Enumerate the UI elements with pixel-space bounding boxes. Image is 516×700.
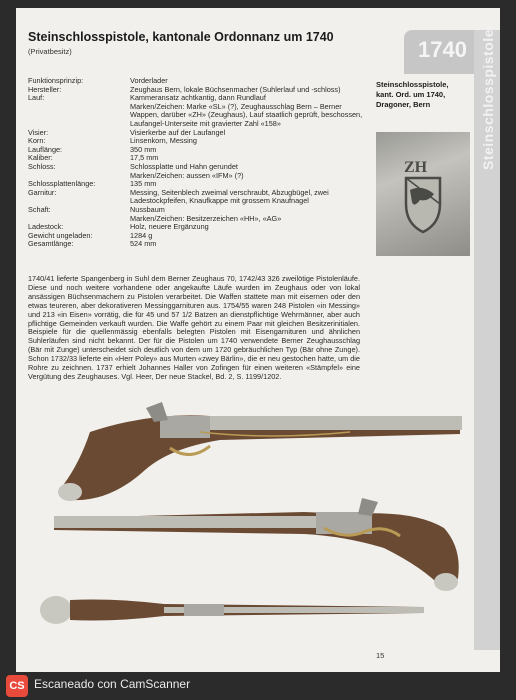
spec-key: Funktionsprinzip: <box>28 76 84 85</box>
spec-value: Kammeransatz achtkantig, dann Rundlauf <box>130 93 266 103</box>
spec-key <box>28 103 130 129</box>
spec-row <box>28 146 368 155</box>
specification-list <box>28 77 368 249</box>
year-label: 1740 <box>418 37 467 62</box>
spec-key: Lauf: <box>28 93 45 103</box>
stamp-letters: ZH <box>404 159 428 176</box>
spec-value: Visierkerbe auf der Laufangel <box>130 127 226 137</box>
spec-value: Vorderlader <box>130 76 168 85</box>
spec-value: Linsenkorn, Messing <box>130 136 197 146</box>
page-title: Steinschlosspistole, kantonale Ordonnanz um 1740 <box>28 30 334 44</box>
spec-key: Gewicht ungeladen: <box>28 230 93 240</box>
spec-value: 350 mm <box>130 144 157 154</box>
camscanner-logo-icon: CS <box>6 675 28 697</box>
spec-value: 1284 g <box>130 230 153 240</box>
body-text: 1740/41 lieferte Spangenberg in Suhl dem Berner Zeughaus 70, 1742/43 326 zweilötige Pistolenläufe. Diese und noch weitere vorhandene oder angekaufte Läufe wurden im Zeughaus oder von lokal ansässigen Büchsenmachern zu Pistolen verarbeitet. Die Waffen stattete man mit eisernen oder den etwas teureren, aber dekorativeren Messinggarnituren aus. 1754/55 waren 248 Pistolen «in Messing» und 213 «in Eisen» vorrätig, die für 45 und 57 1/2 Batzen an dienstpflichtige Wehrmänner, aber auch pflichtige Gemeinden verkauft wurden. Die Waffe gehört zu einem Paar mit gleichen Besitzerinitialen. Beispiele für die quellenmässig ebenfalls belegten Pistolen mit Eisengarnituren und ähnlichen Suhlerläufen sind nicht bekannt. Der für die Pistolen um 1740 verwendete Berner Zeughausschlag (Bär mit Zunge) unterscheidet sich deutlich von dem um 1720 gebräuchlichen Typ (Bär ohne Zunge). Schon 1732/33 lieferte ein «Herr Poley» aus Murten «zwey Bärlin», die er neu gestochen hatte, um die Rohre zu zeichnen. 1737 erhielt Johannes Haller von Zofingen für einen weiteren «Stämpfel» eine Vergütung des Zeughauses. Vgl. Heer, Der neue Stackel, Bd. 2, S. 1199/1202. <box>28 274 360 381</box>
spec-key: Ladestock: <box>28 222 64 232</box>
spec-key: Gesamtlänge: <box>28 239 74 249</box>
spec-value: Nussbaum <box>130 204 165 214</box>
spec-value: Marken/Zeichen: Marke «SL» (?), Zeughausschlag Bern – Berner Wappen, darüber «ZH» (Zeughaus), Lauf staatlich geprüft, beschossen, Laufangel-Unterseite mit gravierter Zahl «158» <box>130 101 363 128</box>
spec-key: Visier: <box>28 127 49 137</box>
photo-caption: Steinschlosspistole, kant. Ord. um 1740, Dragoner, Bern <box>376 80 449 109</box>
spec-value: 524 mm <box>130 239 157 249</box>
spec-value: 17,5 mm <box>130 153 159 163</box>
scanner-watermark-text: Escaneado con CamScanner <box>34 677 191 691</box>
book-page <box>16 8 500 672</box>
spec-value: Messing, Seitenblech zweimal verschraubt, Abzugbügel, zwei Ladestockpfeifen, Knaufkappe mit grossem Knaufnagel <box>130 187 329 206</box>
spec-row <box>28 129 368 138</box>
page-subtitle: (Privatbesitz) <box>28 47 72 56</box>
spec-key: Garnitur: <box>28 187 57 197</box>
side-tab-label: Steinschlosspistolen <box>480 19 496 170</box>
page-number: 15 <box>376 651 385 660</box>
pistol-top-view-photo <box>34 590 434 630</box>
spec-value: Marken/Zeichen: aussen «IFM» (?) <box>130 170 244 180</box>
side-tab <box>474 19 500 650</box>
spec-value: Zeughaus Bern, lokale Büchsenmacher (Suhlerlauf und -schloss) <box>130 84 341 94</box>
spec-key: Schaft: <box>28 204 51 214</box>
spec-value: Schlossplatte und Hahn gerundet <box>130 161 238 171</box>
barrel-stamp-photo <box>376 132 470 256</box>
spec-row <box>28 240 368 249</box>
spec-key: Hersteller: <box>28 84 62 94</box>
spec-key: Schlossplattenlänge: <box>28 179 96 189</box>
spec-row <box>28 103 368 129</box>
spec-row <box>28 137 368 146</box>
spec-row <box>28 189 368 206</box>
spec-key: Kaliber: <box>28 153 53 163</box>
spec-value: Holz, neuere Ergänzung <box>130 222 209 232</box>
spec-key: Lauflänge: <box>28 144 63 154</box>
bern-coat-of-arms-stamp <box>376 132 470 256</box>
spec-row <box>28 232 368 241</box>
spec-key: Schloss: <box>28 161 56 171</box>
spec-value: Marken/Zeichen: Besitzerzeichen «HH», «AG» <box>130 213 282 223</box>
spec-value: 135 mm <box>130 179 157 189</box>
spec-key: Korn: <box>28 136 46 146</box>
pistol-right-side-photo <box>44 488 474 598</box>
